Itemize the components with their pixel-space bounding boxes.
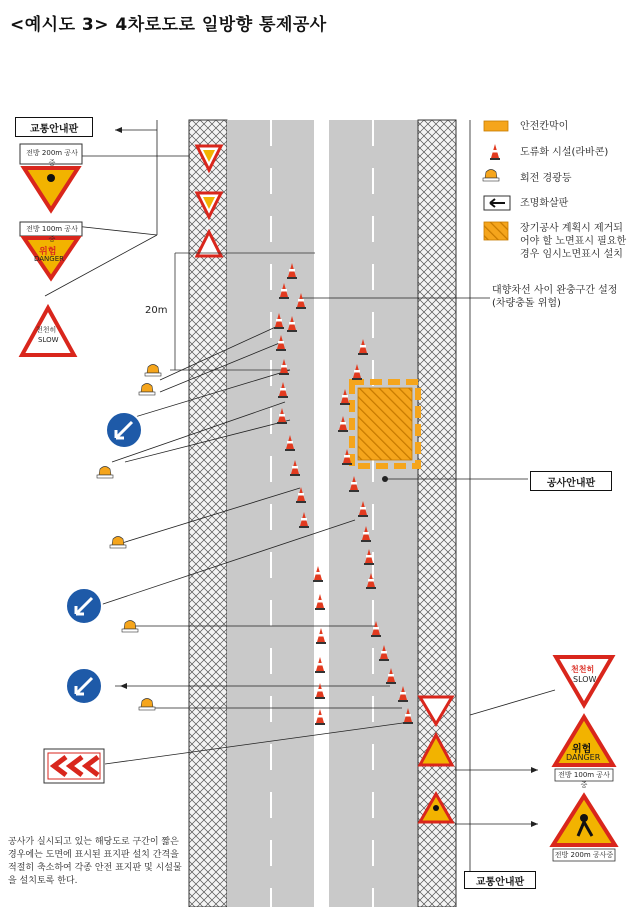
legend-label-cone: 도류화 시설(라바콘) <box>520 147 609 158</box>
hatched-work-area <box>358 388 412 460</box>
left-slow-en: SLOW <box>38 336 59 344</box>
hatched-area-icon <box>484 222 508 240</box>
left-danger-en: DANGER <box>34 255 65 263</box>
traffic-cone-icon <box>490 144 500 160</box>
right-slow-ko: 천천히 <box>571 665 595 674</box>
median-strip <box>314 120 329 907</box>
bottom-traffic-info-board: 교통안내판 <box>464 871 536 889</box>
footnote: 공사가 실시되고 있는 해당도로 구간이 짧은 경우에는 도면에 표시된 표지판 설치 간격을 적절히 축소하여 각종 안전 표지판 및 시설물을 설치토록 한다. <box>8 837 182 886</box>
right-sign2-plate: 전방 100m 공사중 <box>558 771 610 789</box>
keep-right-sign-3 <box>66 668 102 704</box>
buffer-note: 대향차선 사이 완충구간 설정 (차량충돌 위험) <box>492 285 618 309</box>
legend-label-light: 회전 경광등 <box>520 173 572 184</box>
keep-right-sign-1 <box>106 412 142 448</box>
distance-label: 20m <box>145 305 168 316</box>
leader-dot <box>382 476 388 482</box>
left-danger-ko: 위험 <box>39 247 57 257</box>
leader-arrowhead <box>531 821 538 827</box>
chevron-board <box>44 749 104 783</box>
traffic-info-board: 교통안내판 <box>15 117 93 137</box>
construction-info-board: 공사안내판 <box>530 471 612 491</box>
page-title: <예시도 3> 4차로도로 일방향 통제공사 <box>10 15 327 35</box>
left-sign2-plate: 전방 100m 공사중 <box>26 225 78 243</box>
right-danger-en: DANGER <box>566 753 601 762</box>
left-sign1-plate: 전방 200m 공사중 <box>26 149 78 167</box>
legend-label-arrow-board: 조명화살판 <box>520 198 569 209</box>
keep-right-sign-2 <box>66 588 102 624</box>
right-shoulder <box>418 120 456 907</box>
right-danger-ko: 위험 <box>572 744 592 755</box>
legend-label-barrier: 안전칸막이 <box>520 121 569 132</box>
right-sign3-plate: 전방 200m 공사중 <box>554 851 614 859</box>
leader-arrowhead <box>120 683 127 689</box>
right-slow-en: SLOW <box>573 675 597 684</box>
safety-barrier-icon <box>484 121 508 131</box>
leader-arrowhead <box>531 767 538 773</box>
leader-arrowhead <box>115 127 122 133</box>
legend-label-hatched: 장기공사 계획시 제거되어야 할 노면표시 필요한 경우 임시노면표시 설치 <box>520 223 627 260</box>
left-slow-ko: 천천히 <box>36 326 57 334</box>
